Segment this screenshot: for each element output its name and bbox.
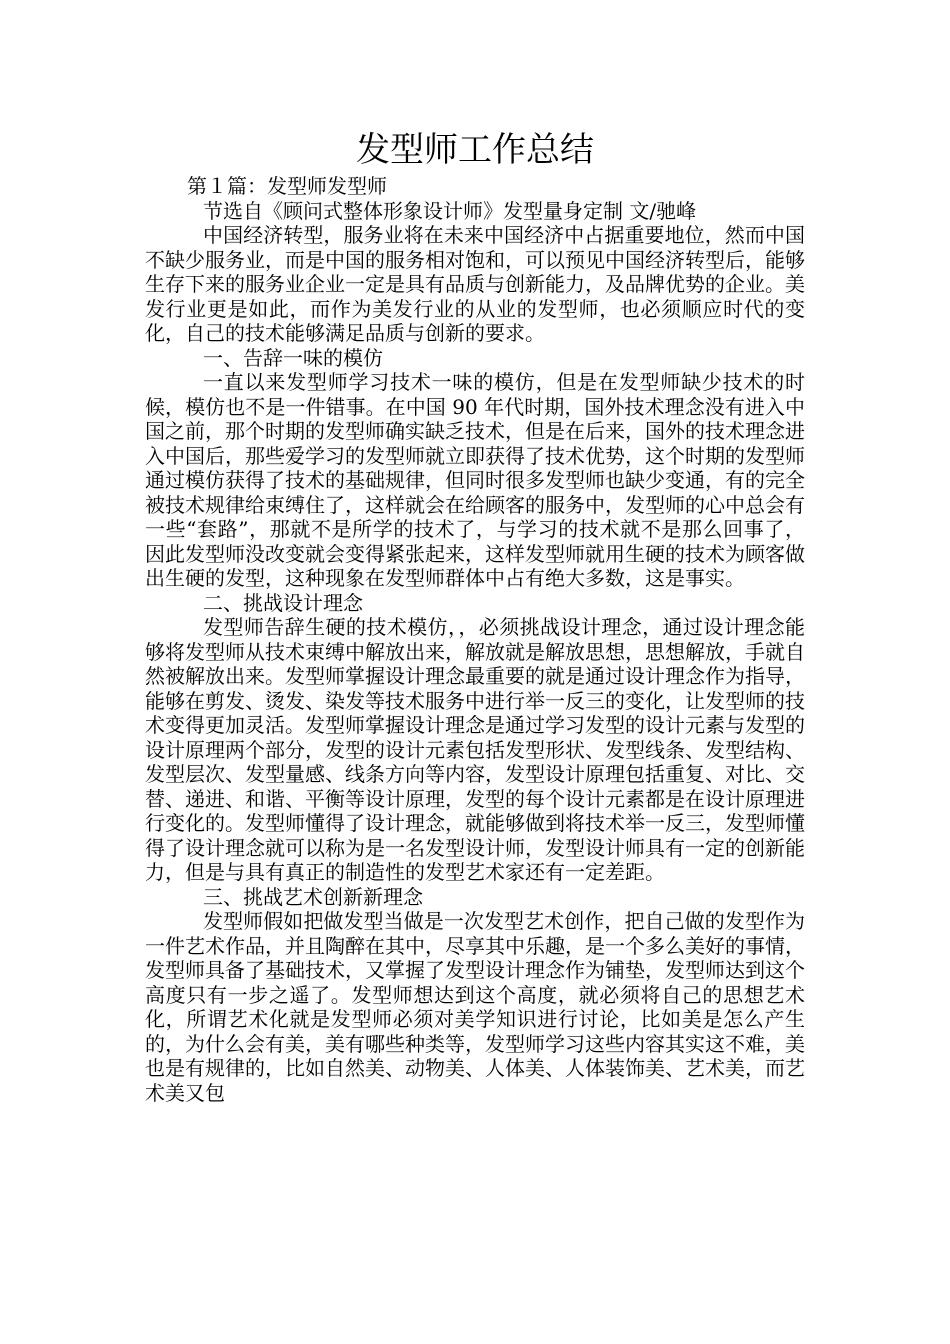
document-body (145, 174, 805, 1105)
section-heading-2: 二、挑战设计理念 (203, 590, 363, 615)
section-heading-1: 一、告辞一味的模仿 (203, 345, 383, 370)
intro-paragraph: 中国经济转型，服务业将在未来中国经济中占据重要地位，然而中国不缺少服务业，而是中国的服务相对饱和，可以预见中国经济转型后，能够生存下来的服务业企业一定是具有品质与创新能力，及品牌优势的企业。美发行业更是如此，而作为美发行业的从业的发型师，也必须顺应时代的变化，自己的技术能够满足品质与创新的要求。 (145, 223, 805, 345)
section-paragraph-2: 发型师告辞生硬的技术模仿，，必须挑战设计理念，通过设计理念能够将发型师从技术束缚中解放出来，解放就是解放思想，思想解放，手就自然被解放出来。发型师掌握设计理念最重要的就是通过设计理念作为指导，能够在剪发、烫发、染发等技术服务中进行举一反三的变化，让发型师的技术变得更加灵活。发型师掌握设计理念是通过学习发型的设计元素与发型的设计原理两个部分，发型的设计元素包括发型形状、发型线条、发型结构、发型层次、发型量感、线条方向等内容，发型设计原理包括重复、对比、交替、递进、和谐、平衡等设计原理，发型的每个设计元素都是在设计原理进行变化的。发型师懂得了设计理念，就能够做到将技术举一反三，发型师懂得了设计理念就可以称为是一名发型设计师，发型设计师具有一定的创新能力，但是与具有真正的制造性的发型艺术家还有一定差距。 (145, 615, 805, 884)
section-paragraph-1: 一直以来发型师学习技术一味的模仿，但是在发型师缺少技术的时候，模仿也不是一件错事。在中国 90 年代时期，国外技术理念没有进入中国之前，那个时期的发型师确实缺乏技术，但是在后来，国外的技术理念进入中国后，那些爱学习的发型师就立即获得了技术优势，这个时期的发型师通过模仿获得了技术的基础规律，但同时很多发型师也缺少变通，有的完全被技术规律给束缚住了，这样就会在给顾客的服务中，发型师的心中总会有一些“套路”，那就不是所学的技术了，与学习的技术就不是那么回事了，因此发型师没改变就会变得紧张起来，这样发型师就用生硬的技术为顾客做出生硬的发型，这种现象在发型师群体中占有绝大多数，这是事实。 (145, 370, 805, 590)
source-line: 节选自《顾问式整体形象设计师》发型量身定制 文/驰峰 (203, 198, 697, 223)
chapter-heading: 第１篇：发型师发型师 (187, 174, 387, 198)
document-title: 发型师工作总结 (356, 130, 594, 170)
section-paragraph-3: 发型师假如把做发型当做是一次发型艺术创作，把自己做的发型作为一件艺术作品，并且陶醉在其中，尽享其中乐趣，是一个多么美好的事情，发型师具备了基础技术，又掌握了发型设计理念作为铺垫，发型师达到这个高度只有一步之遥了。发型师想达到这个高度，就必须将自己的思想艺术化，所谓艺术化就是发型师必须对美学知识进行讨论，比如美是怎么产生的，为什么会有美，美有哪些种类等，发型师学习这些内容其实这不难，美也是有规律的，比如自然美、动物美、人体美、人体装饰美、艺术美，而艺术美又包 (145, 909, 805, 1105)
section-heading-3: 三、挑战艺术创新新理念 (203, 884, 423, 909)
